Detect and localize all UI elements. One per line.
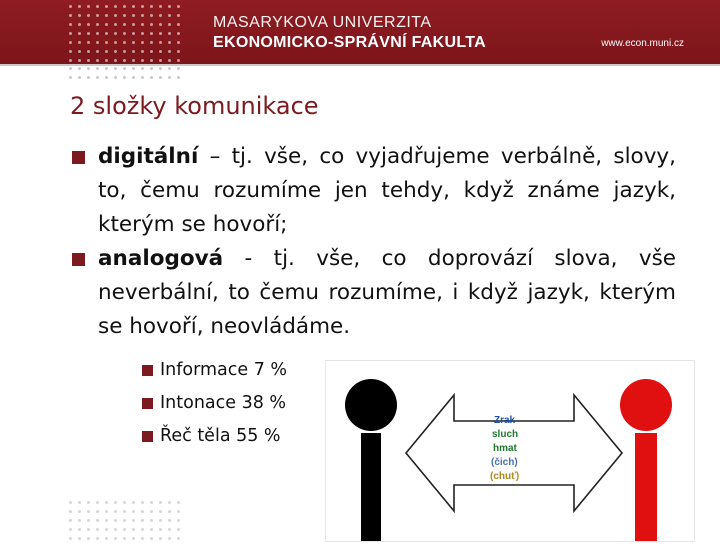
sub-bullet-information	[142, 354, 287, 387]
figure-label: hmat	[493, 443, 517, 454]
faculty-url[interactable]: www.econ.muni.cz	[601, 38, 684, 49]
sub-bullet-list	[142, 354, 287, 453]
left-person-icon	[345, 379, 397, 541]
sub-bullet-intonation	[142, 387, 287, 420]
right-person-icon	[620, 379, 672, 541]
footer-logo-pattern	[66, 498, 186, 540]
slide-title: 2 složky komunikace	[70, 92, 319, 120]
bullet-square-icon	[142, 431, 153, 442]
header-divider	[0, 64, 720, 66]
communication-figure	[325, 360, 695, 542]
bullet-square-icon	[142, 365, 153, 376]
sub-bullet-label: Intonace 38 %	[160, 393, 287, 413]
faculty-name: EKONOMICKO-SPRÁVNÍ FAKULTA	[213, 34, 486, 51]
bullet-square-icon	[142, 398, 153, 409]
bullet-term: digitální	[98, 144, 199, 169]
bullet-square-icon	[72, 253, 85, 266]
sub-bullet-label: Informace 7 %	[160, 360, 288, 380]
university-name: MASARYKOVA UNIVERZITA	[213, 14, 432, 31]
communication-diagram	[326, 361, 694, 541]
figure-label: Zrak	[494, 415, 516, 426]
bullet-digital	[72, 140, 676, 242]
figure-label: (chuť)	[490, 471, 520, 482]
bullet-text: – tj. vše, co vyjadřujeme verbálně, slovy, to, čemu rozumíme jen tehdy, když známe jazyk, kterým se hovoří;	[98, 144, 676, 237]
sub-bullet-body-language	[142, 420, 287, 453]
logo-pattern-continuation	[66, 64, 186, 80]
sub-bullet-label: Řeč těla 55 %	[160, 426, 281, 446]
bullet-list	[72, 140, 676, 344]
bullet-term: analogová	[98, 246, 224, 271]
bullet-square-icon	[72, 151, 85, 164]
figure-label: sluch	[492, 429, 519, 440]
bullet-analog	[72, 242, 676, 344]
figure-label: (čich)	[491, 457, 518, 468]
bullet-text: - tj. vše, co doprovází slova, vše neverbální, to čemu rozumíme, i když jazyk, kterým se hovoří, neovládáme.	[98, 246, 676, 339]
